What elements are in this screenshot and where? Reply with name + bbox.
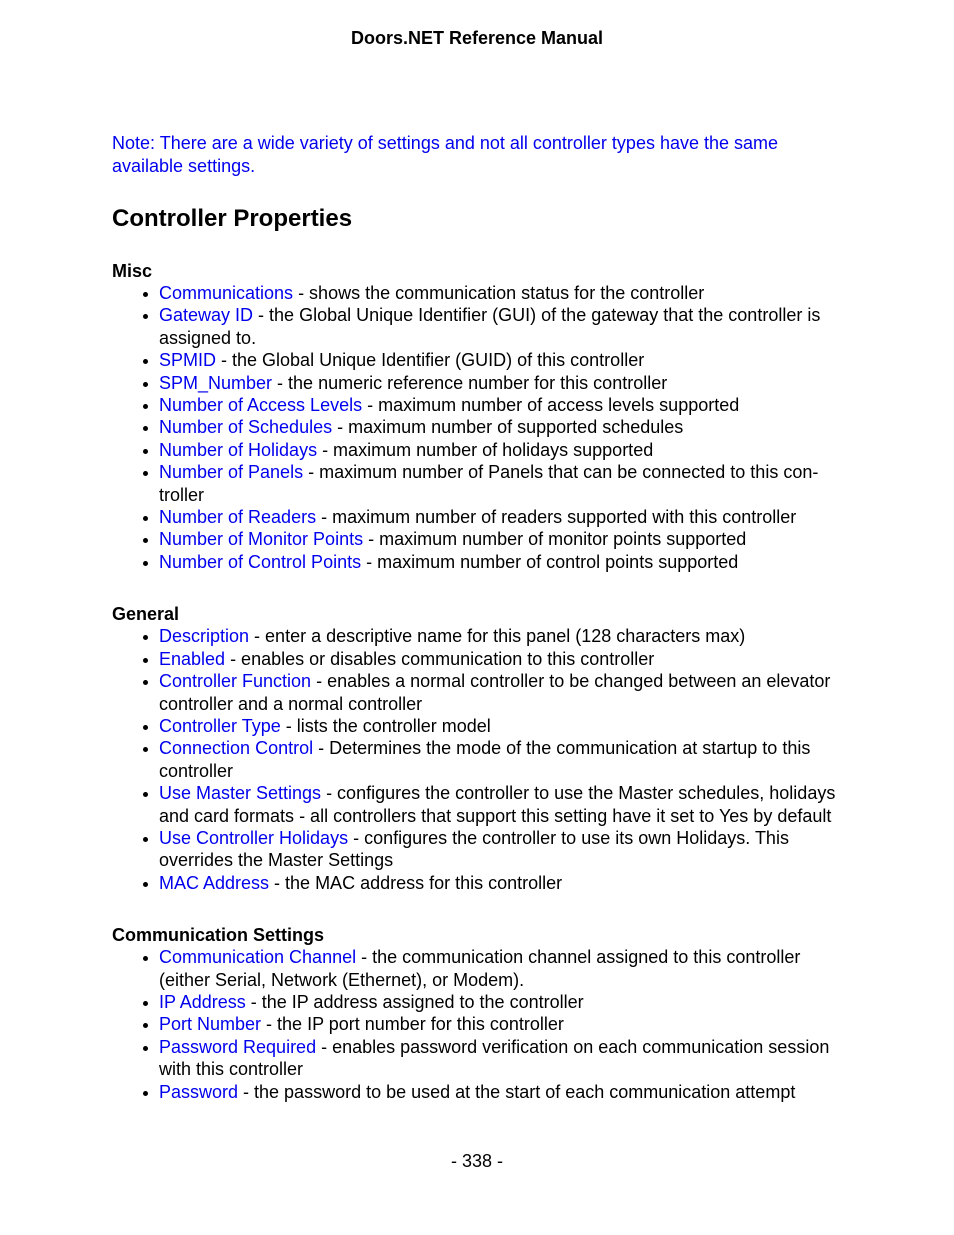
- list-item: [159, 439, 842, 461]
- list-item: [159, 946, 842, 991]
- property-link[interactable]: Communication Channel: [159, 947, 357, 968]
- property-description: - enables or disables communication to this controller: [225, 648, 655, 669]
- property-link[interactable]: Use Controller Holidays: [159, 827, 349, 848]
- list-item: [159, 670, 842, 715]
- list-item: [159, 827, 842, 872]
- section-heading: Communication Settings: [112, 925, 325, 946]
- list-item: [159, 782, 842, 827]
- property-description: - maximum number of readers supported with this controller: [316, 507, 797, 528]
- list-item: [159, 372, 842, 394]
- property-description: - configures the controller to use the Master schedules, holidays and card formats - all controllers that support this setting have it set to Yes by default: [159, 783, 836, 826]
- property-link[interactable]: MAC Address: [159, 872, 270, 893]
- property-description: - the Global Unique Identifier (GUID) of this controller: [216, 350, 645, 371]
- property-description: - the IP port number for this controller: [261, 1014, 564, 1035]
- property-description: - lists the controller model: [280, 715, 491, 736]
- property-description: - enables password verification on each communication session with this controller: [159, 1036, 830, 1080]
- property-link[interactable]: Connection Control: [159, 738, 314, 759]
- property-description: - enables a normal controller to be changed between an elevator controller and a normal controller: [159, 671, 831, 714]
- property-link[interactable]: Password: [159, 1081, 239, 1102]
- running-header: Doors.NET Reference Manual: [350, 28, 604, 48]
- property-link[interactable]: Controller Type: [159, 715, 281, 736]
- property-list: [112, 946, 842, 1103]
- property-description: - the numeric reference number for this controller: [272, 372, 668, 393]
- property-link[interactable]: Gateway ID: [159, 305, 254, 326]
- property-link[interactable]: SPM_Number: [159, 372, 273, 393]
- property-description: - the Global Unique Identifier (GUI) of the gateway that the controller is assigned to.: [159, 305, 821, 348]
- section-heading: General: [112, 604, 180, 625]
- list-item: [159, 872, 842, 894]
- list-item: [159, 1013, 842, 1035]
- property-link[interactable]: Password Required: [159, 1036, 317, 1057]
- property-link[interactable]: Number of Access Levels: [159, 395, 363, 416]
- note-text: Note: There are a wide variety of settings and not all controller types have the same available settings.: [112, 133, 779, 176]
- list-item: [159, 506, 842, 528]
- section-heading: Misc: [112, 261, 153, 281]
- property-link[interactable]: IP Address: [159, 991, 246, 1012]
- property-link[interactable]: SPMID: [159, 350, 217, 371]
- property-description: - the password to be used at the start of each communication attempt: [238, 1081, 796, 1102]
- property-link[interactable]: Use Master Settings: [159, 783, 322, 804]
- document-body: [112, 132, 842, 1103]
- property-description: - enter a descriptive name for this panel (128 characters max): [249, 626, 746, 647]
- property-link[interactable]: Enabled: [159, 648, 226, 669]
- property-link[interactable]: Number of Panels: [159, 462, 304, 483]
- property-description: - Determines the mode of the communication at startup to this controller: [159, 738, 811, 781]
- property-description: - the communication channel assigned to this controller (either Serial, Network (Ethernet), or Modem).: [159, 947, 801, 990]
- list-item: [159, 625, 842, 647]
- property-link[interactable]: Communications: [159, 283, 294, 303]
- list-item: [159, 991, 842, 1013]
- list-item: [159, 551, 842, 573]
- property-description: - the IP address assigned to the controller: [245, 991, 584, 1012]
- page-number: - 338 -: [450, 1151, 504, 1171]
- list-item: [159, 304, 842, 349]
- property-link[interactable]: Controller Function: [159, 671, 312, 692]
- property-description: - maximum number of supported schedules: [332, 417, 684, 438]
- property-description: - maximum number of Panels that can be connected to this controller: [159, 462, 819, 505]
- list-item: [159, 394, 842, 416]
- list-item: [159, 416, 842, 438]
- page-title: Controller Properties: [112, 205, 353, 232]
- property-description: - maximum number of monitor points supported: [363, 529, 747, 550]
- property-description: - maximum number of holidays supported: [317, 439, 654, 460]
- property-link[interactable]: Number of Control Points: [159, 551, 362, 572]
- list-item: [159, 1081, 842, 1103]
- list-item: [159, 715, 842, 737]
- list-item: [159, 737, 842, 782]
- property-description: - the MAC address for this controller: [269, 872, 563, 893]
- property-list: [112, 625, 842, 894]
- list-item: [159, 1036, 842, 1081]
- property-link[interactable]: Number of Schedules: [159, 417, 333, 438]
- property-link[interactable]: Number of Holidays: [159, 439, 318, 460]
- list-item: [159, 648, 842, 670]
- property-description: - maximum number of access levels supported: [362, 395, 740, 416]
- section-misc: [112, 260, 842, 573]
- property-list: [112, 282, 842, 573]
- property-link[interactable]: Number of Monitor Points: [159, 529, 364, 550]
- list-item: [159, 282, 842, 304]
- property-description: - configures the controller to use its own Holidays. This overrides the Master Settings: [159, 827, 789, 871]
- section-communication-settings: [112, 924, 842, 1103]
- list-item: [159, 528, 842, 550]
- property-link[interactable]: Number of Readers: [159, 507, 317, 528]
- property-link[interactable]: Port Number: [159, 1014, 262, 1035]
- property-link[interactable]: Description: [159, 626, 250, 647]
- list-item: [159, 349, 842, 371]
- list-item: [159, 461, 842, 506]
- section-general: [112, 603, 842, 894]
- property-description: - shows the communication status for the controller: [293, 283, 705, 303]
- property-description: - maximum number of control points supported: [361, 551, 739, 572]
